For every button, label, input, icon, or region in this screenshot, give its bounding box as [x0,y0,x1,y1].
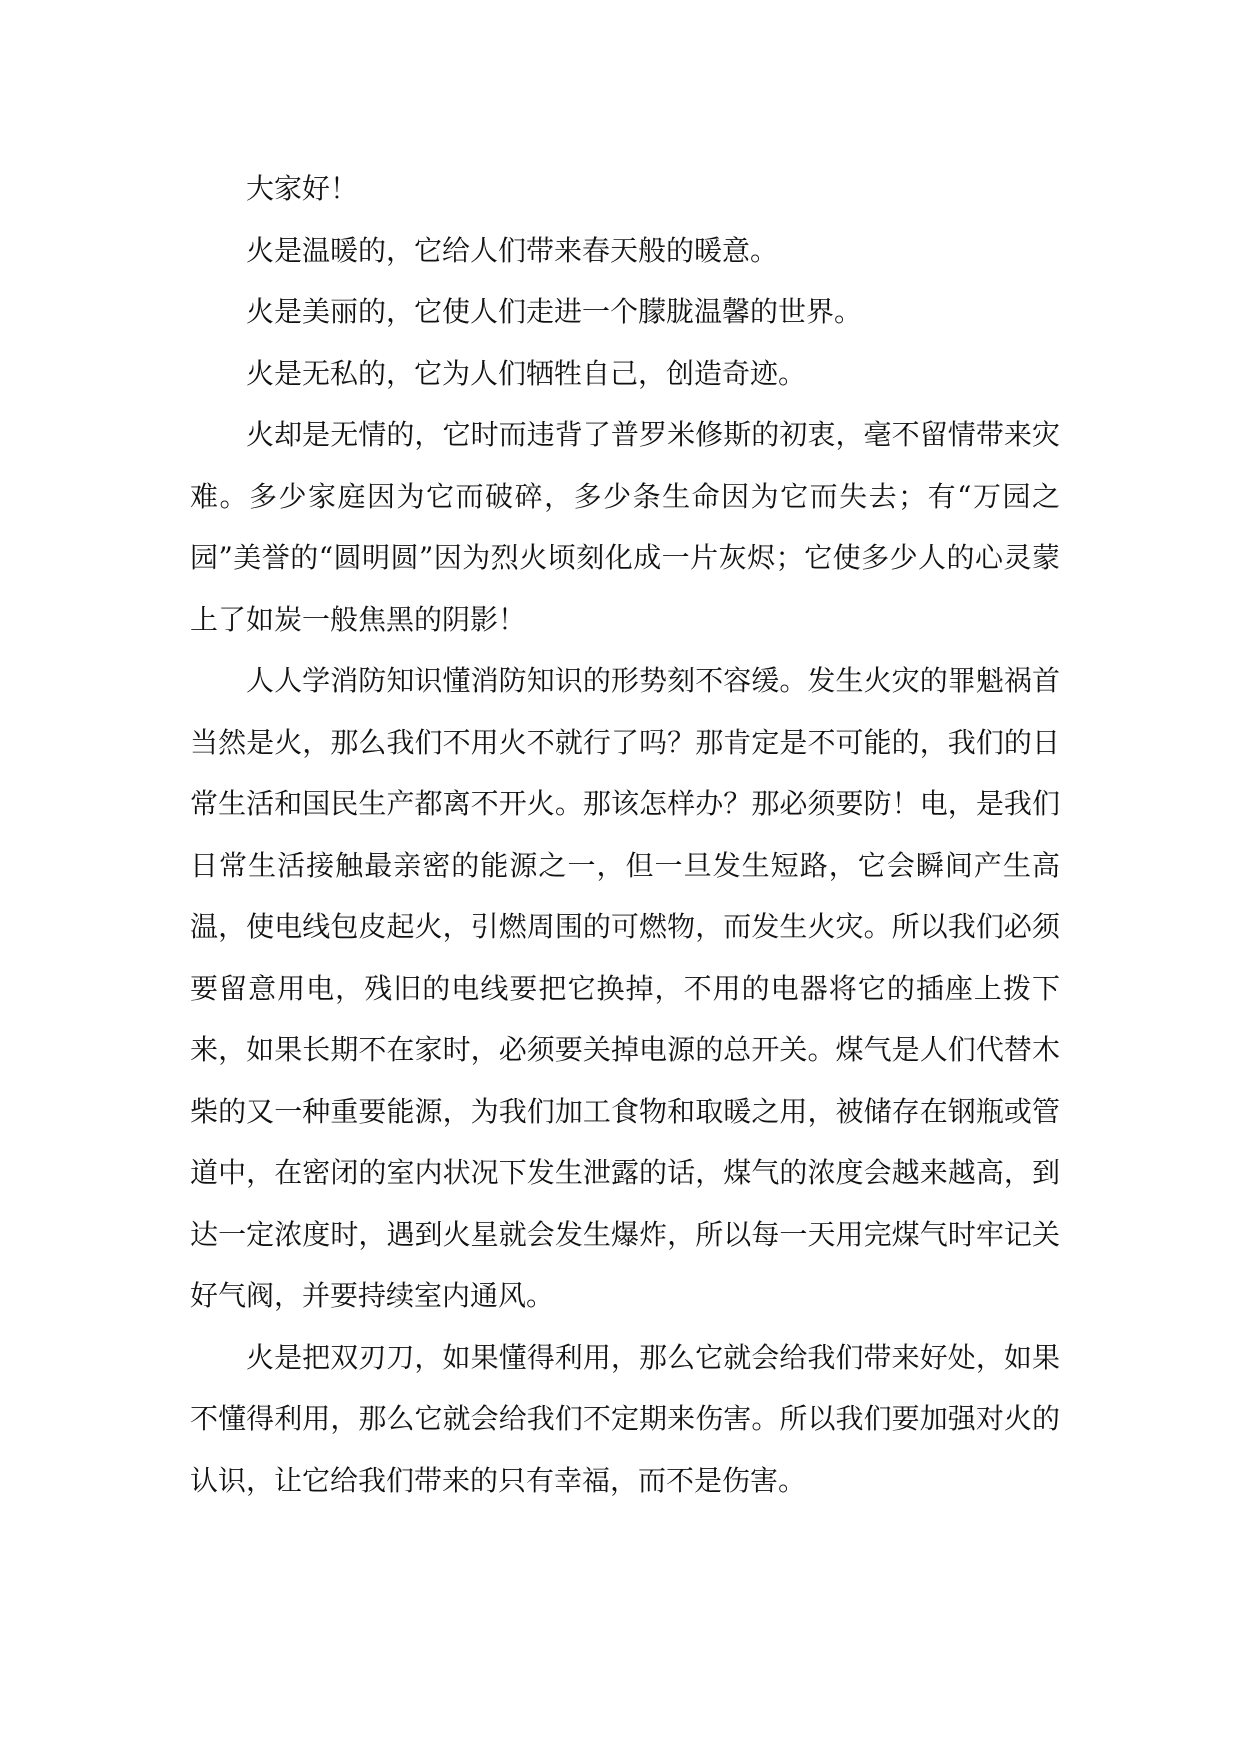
document-body [190,158,1060,1511]
paragraph-fire-selfless: 火是无私的，它为人们牺牲自己，创造奇迹。 [246,356,807,390]
paragraph-fire-beautiful: 火是美丽的，它使人们走进一个朦胧温馨的世界。 [246,295,863,328]
paragraph-fire-safety-knowledge: 人人学消防知识懂消防知识的形势刻不容缓。发生火灾的罪魁祸首当然是火，那么我们不用火不就行了吗？那肯定是不可能的，我们的日常生活和国民生产都离不开火。那该怎样办？那必须要防！电，是我们日常生活接触最亲密的能源之一，但一旦发生短路，它会瞬间产生高温，使电线包皮起火，引燃周围的可燃物，而发生火灾。所以我们必须要留意用电，残旧的电线要把它换掉，不用的电器将它的插座上拨下来，如果长期不在家时，必须要关掉电源的总开关。煤气是人们代替木柴的又一种重要能源，为我们加工食物和取暖之用，被储存在钢瓶或管道中，在密闭的室内状况下发生泄露的话，煤气的浓度会越来越高，到达一定浓度时，遇到火星就会发生爆炸，所以每一天用完煤气时牢记关好气阀，并要持续室内通风。 [190,664,1060,1312]
paragraph-double-edged: 火是把双刃刀，如果懂得利用，那么它就会给我们带来好处，如果不懂得利用，那么它就会给我们不定期来伤害。所以我们要加强对火的认识，让它给我们带来的只有幸福，而不是伤害。 [190,1340,1060,1497]
paragraph-greeting: 大家好！ [246,172,359,205]
paragraph-fire-ruthless: 火却是无情的，它时而违背了普罗米修斯的初衷，毫不留情带来灾难。多少家庭因为它而破碎，多少条生命因为它而失去；有“万园之园”美誉的“圆明圆”因为烈火顷刻化成一片灰烬；它使多少人的心灵蒙上了如炭一般焦黑的阴影！ [190,418,1060,636]
paragraph-fire-warm: 火是温暖的，它给人们带来春天般的暖意。 [246,233,779,267]
